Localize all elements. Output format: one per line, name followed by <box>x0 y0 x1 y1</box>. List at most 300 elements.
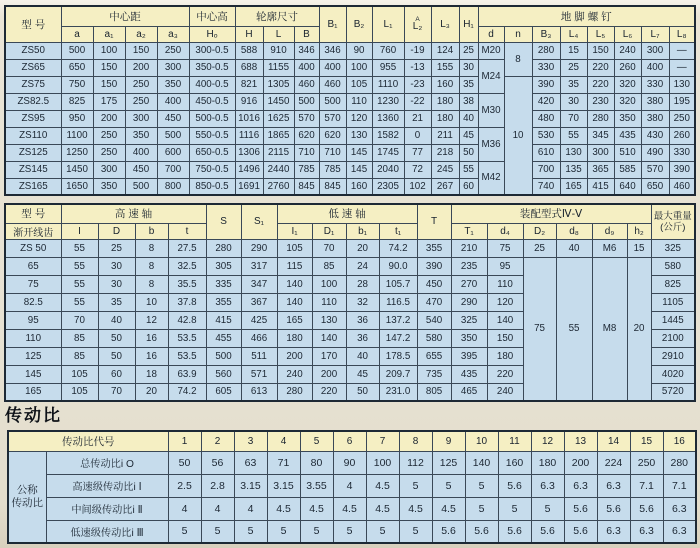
data-cell: 210 <box>451 239 487 257</box>
header-cell: t <box>168 223 206 239</box>
table-row <box>5 76 695 93</box>
data-cell: 600 <box>157 144 189 161</box>
data-cell: 1230 <box>372 93 404 110</box>
data-cell: 588 <box>235 42 263 59</box>
header-cell: A L₂ <box>404 6 431 42</box>
data-cell: -19 <box>404 42 431 59</box>
data-cell: 231.0 <box>379 383 417 401</box>
table-row <box>8 520 696 543</box>
data-cell: 8 <box>135 257 168 275</box>
data-cell: 400 <box>641 59 669 76</box>
data-cell: 250 <box>93 127 125 144</box>
data-cell: 32.5 <box>168 257 206 275</box>
data-cell: 355 <box>417 239 451 257</box>
bolt-size-cell: M24 <box>478 59 504 93</box>
data-cell: 460 <box>319 76 346 93</box>
data-cell: 450-0.5 <box>189 93 235 110</box>
data-cell: 45 <box>459 127 478 144</box>
data-cell: 30 <box>459 59 478 76</box>
data-cell: 130 <box>346 127 372 144</box>
header-line: 最大重量 <box>653 210 692 222</box>
data-cell: 821 <box>235 76 263 93</box>
data-cell: 395 <box>451 347 487 365</box>
ratio-value-cell: 5.6 <box>564 520 597 543</box>
ratio-value-cell: 5 <box>267 520 300 543</box>
shaft-table <box>4 203 696 402</box>
header-cell: 渐开线齿 <box>5 223 61 239</box>
ratio-code-cell: 11 <box>498 431 531 451</box>
header-cell: n <box>504 26 532 42</box>
ratio-code-cell: 14 <box>597 431 630 451</box>
data-cell: 2440 <box>263 161 294 178</box>
model-cell: 82.5 <box>5 293 61 311</box>
data-cell: 105.7 <box>379 275 417 293</box>
header-cell: d₈ <box>556 223 592 239</box>
data-cell: 25 <box>98 239 135 257</box>
ratio-code-cell: 4 <box>267 431 300 451</box>
ratio-value-cell: 5 <box>234 520 267 543</box>
header-row <box>8 431 696 451</box>
data-cell: 85 <box>312 257 346 275</box>
data-cell: 335 <box>206 275 241 293</box>
header-cell: b₁ <box>346 223 379 239</box>
data-cell: 480 <box>532 110 560 127</box>
data-cell: 785 <box>294 161 319 178</box>
model-cell: 110 <box>5 329 61 347</box>
ratio-value-cell: 5.6 <box>564 497 597 520</box>
data-cell: 70 <box>560 110 587 127</box>
data-cell: 1110 <box>372 76 404 93</box>
data-cell: 470 <box>417 293 451 311</box>
weight-cell: 2100 <box>651 329 695 347</box>
ratio-value-cell: 4 <box>234 497 267 520</box>
data-cell: 325 <box>451 311 487 329</box>
data-cell: 380 <box>641 93 669 110</box>
ratio-value-cell: 4 <box>333 474 366 497</box>
data-cell: 116.5 <box>379 293 417 311</box>
ratio-value-cell: 280 <box>663 451 696 474</box>
data-cell: 105 <box>346 76 372 93</box>
ratio-value-cell: 5 <box>432 474 465 497</box>
ratio-value-cell: 7.1 <box>663 474 696 497</box>
data-cell: 180 <box>431 110 459 127</box>
data-cell: 500 <box>294 93 319 110</box>
transmission-ratio-table <box>7 430 697 544</box>
data-cell: 10 <box>135 293 168 311</box>
data-cell: 240 <box>277 365 312 383</box>
header-cell: d <box>478 26 504 42</box>
data-cell: 165 <box>560 178 587 195</box>
side-label-line: 公称 <box>16 483 38 496</box>
data-cell: 390 <box>669 161 695 178</box>
data-cell: 305 <box>206 257 241 275</box>
data-cell: 180 <box>487 347 523 365</box>
data-cell: 25 <box>560 59 587 76</box>
model-cell: ZS82.5 <box>5 93 61 110</box>
data-cell: 330 <box>669 144 695 161</box>
data-cell: 16 <box>135 329 168 347</box>
data-cell: 180 <box>431 93 459 110</box>
data-cell: 390 <box>417 257 451 275</box>
data-cell: 18 <box>135 365 168 383</box>
data-cell: 28 <box>346 275 379 293</box>
table-row <box>5 178 695 195</box>
dimensions-table-header <box>5 6 695 42</box>
data-cell: 235 <box>451 257 487 275</box>
ratio-value-cell: 112 <box>399 451 432 474</box>
data-cell: 250 <box>125 76 157 93</box>
data-cell: 300-0.5 <box>189 42 235 59</box>
ratio-row-label: 高速级传动比i Ⅰ <box>46 474 168 497</box>
model-cell: 95 <box>5 311 61 329</box>
data-cell: 55 <box>61 293 98 311</box>
data-cell: 45 <box>346 365 379 383</box>
data-cell: 115 <box>277 257 312 275</box>
data-cell: 1625 <box>263 110 294 127</box>
ratio-value-cell: 5.6 <box>465 520 498 543</box>
data-cell: 300 <box>587 144 614 161</box>
ratio-value-cell: 140 <box>465 451 498 474</box>
data-cell: 150 <box>125 42 157 59</box>
header-cell: 高 速 轴 <box>61 204 206 223</box>
data-cell: 30 <box>560 93 587 110</box>
header-cell: 地 脚 螺 钉 <box>478 6 695 26</box>
data-cell: 77 <box>404 144 431 161</box>
ratio-value-cell: 100 <box>366 451 399 474</box>
data-cell: 74.2 <box>379 239 417 257</box>
data-cell: 220 <box>312 383 346 401</box>
data-cell: 40 <box>346 347 379 365</box>
data-cell: 250 <box>93 144 125 161</box>
data-cell: 540 <box>417 311 451 329</box>
data-cell: 35 <box>98 293 135 311</box>
ratio-value-cell: 4.5 <box>333 497 366 520</box>
data-cell: 760 <box>372 42 404 59</box>
data-cell: 140 <box>487 311 523 329</box>
data-cell: 466 <box>241 329 277 347</box>
data-cell: 145 <box>346 144 372 161</box>
ratio-value-cell: 4 <box>201 497 234 520</box>
ratio-value-cell: 200 <box>564 451 597 474</box>
data-cell: 100 <box>346 59 372 76</box>
data-cell: 250 <box>125 93 157 110</box>
data-cell: 650-0.5 <box>189 144 235 161</box>
assembly-merged-cell: 20 <box>627 257 651 401</box>
header-row <box>5 204 695 223</box>
data-cell: 460 <box>294 76 319 93</box>
model-cell: ZS145 <box>5 161 61 178</box>
data-cell: — <box>669 42 695 59</box>
data-cell: 605 <box>206 383 241 401</box>
data-cell: 38 <box>459 93 478 110</box>
data-cell: 250 <box>669 110 695 127</box>
weight-cell: 580 <box>651 257 695 275</box>
data-cell: 355 <box>206 293 241 311</box>
data-cell: 1745 <box>372 144 404 161</box>
data-cell: 20 <box>346 239 379 257</box>
data-cell: 1496 <box>235 161 263 178</box>
data-cell: 367 <box>241 293 277 311</box>
header-cell: Hₒ <box>189 26 235 42</box>
data-cell: 240 <box>614 42 641 59</box>
data-cell: 100 <box>312 275 346 293</box>
model-cell: ZS75 <box>5 76 61 93</box>
header-row <box>5 6 695 26</box>
ratio-value-cell: 6.3 <box>663 497 696 520</box>
data-cell: 200 <box>312 365 346 383</box>
data-cell: 613 <box>241 383 277 401</box>
data-cell: 120 <box>487 293 523 311</box>
ratio-value-cell: 4.5 <box>366 497 399 520</box>
data-cell: 35.5 <box>168 275 206 293</box>
ratio-value-cell: 5.6 <box>498 520 531 543</box>
data-cell: 1305 <box>263 76 294 93</box>
data-cell: 16 <box>135 347 168 365</box>
ratio-value-cell: 5 <box>300 520 333 543</box>
bolt-size-cell: M30 <box>478 93 504 127</box>
nominal-ratio-side-label <box>8 451 46 543</box>
data-cell: 130 <box>560 144 587 161</box>
data-cell: 365 <box>587 161 614 178</box>
data-cell: 70 <box>98 383 135 401</box>
model-cell: ZS95 <box>5 110 61 127</box>
model-cell: 75 <box>5 275 61 293</box>
ratio-value-cell: 4 <box>168 497 201 520</box>
ratio-value-cell: 4.5 <box>366 474 399 497</box>
data-cell: 165 <box>277 311 312 329</box>
data-cell: 1450 <box>61 161 93 178</box>
header-cell: L₈ <box>669 26 695 42</box>
header-cell: L <box>263 26 294 42</box>
header-cell: L₃ <box>431 6 459 42</box>
data-cell: 260 <box>669 127 695 144</box>
data-cell: 350 <box>125 127 157 144</box>
data-cell: 400 <box>157 93 189 110</box>
ratio-code-cell: 7 <box>366 431 399 451</box>
ratio-value-cell: 2.8 <box>201 474 234 497</box>
header-cell: d₉ <box>592 223 627 239</box>
data-cell: 950 <box>61 110 93 127</box>
header-cell: 中心距 <box>61 6 189 26</box>
data-cell: 330 <box>532 59 560 76</box>
data-cell: 260 <box>614 59 641 76</box>
header-cell: D₂ <box>523 223 556 239</box>
header-cell: 轮廓尺寸 <box>235 6 319 26</box>
weight-cell: 5720 <box>651 383 695 401</box>
data-cell: 270 <box>451 275 487 293</box>
dimensions-table <box>4 5 696 196</box>
data-cell: 110 <box>487 275 523 293</box>
data-cell: 0 <box>404 127 431 144</box>
data-cell: 250 <box>157 42 189 59</box>
header-cell: b <box>135 223 168 239</box>
data-cell: 245 <box>431 161 459 178</box>
data-cell: 147.2 <box>379 329 417 347</box>
data-cell: 580 <box>417 329 451 347</box>
data-cell: 137.2 <box>379 311 417 329</box>
data-cell: 85 <box>61 347 98 365</box>
header-cell: h₂ <box>627 223 651 239</box>
ratio-value-cell: 4.5 <box>399 497 432 520</box>
data-cell: 1582 <box>372 127 404 144</box>
bolt-count-cell: 8 <box>504 42 532 76</box>
data-cell: 450 <box>157 110 189 127</box>
bolt-size-cell: M36 <box>478 127 504 161</box>
ratio-value-cell: 5.6 <box>531 520 564 543</box>
data-cell: 200 <box>277 347 312 365</box>
data-cell: 200 <box>93 110 125 127</box>
ratio-value-cell: 90 <box>333 451 366 474</box>
header-cell: t₁ <box>379 223 417 239</box>
shaft-table-header <box>5 204 695 239</box>
ratio-value-cell: 2.5 <box>168 474 201 497</box>
data-cell: 740 <box>532 178 560 195</box>
data-cell: 8 <box>135 239 168 257</box>
table-row <box>5 257 695 275</box>
header-cell: a₃ <box>157 26 189 42</box>
data-cell: 570 <box>641 161 669 178</box>
header-cell: a₁ <box>93 26 125 42</box>
ratio-value-cell: 3.15 <box>267 474 300 497</box>
data-cell: 105 <box>61 383 98 401</box>
data-cell: 170 <box>312 347 346 365</box>
weight-cell: 325 <box>651 239 695 257</box>
data-cell: 70 <box>312 239 346 257</box>
ratio-code-label: 传动比代号 <box>8 431 168 451</box>
data-cell: 845 <box>294 178 319 195</box>
data-cell: 570 <box>294 110 319 127</box>
data-cell: 530 <box>532 127 560 144</box>
data-cell: 350-0.5 <box>189 59 235 76</box>
ratio-value-cell: 5 <box>465 497 498 520</box>
header-cell: B₂ <box>346 6 372 42</box>
model-cell: ZS 50 <box>5 239 61 257</box>
data-cell: 60 <box>459 178 478 195</box>
ratio-table-body <box>8 451 696 543</box>
ratio-value-cell: 71 <box>267 451 300 474</box>
weight-cell: 1105 <box>651 293 695 311</box>
assembly-merged-cell: M8 <box>592 257 627 401</box>
data-cell: 500 <box>61 42 93 59</box>
data-cell: 36 <box>346 329 379 347</box>
data-cell: 240 <box>487 383 523 401</box>
data-cell: 785 <box>319 161 346 178</box>
ratio-value-cell: 5.6 <box>630 497 663 520</box>
ratio-row-label: 总传动比i O <box>46 451 168 474</box>
data-cell: 110 <box>312 293 346 311</box>
data-cell: 800 <box>157 178 189 195</box>
data-cell: 178.5 <box>379 347 417 365</box>
data-cell: 490 <box>641 144 669 161</box>
header-cell: 低 速 轴 <box>277 204 417 223</box>
data-cell: 500 <box>125 178 157 195</box>
table-row <box>5 59 695 76</box>
table-row <box>5 42 695 59</box>
data-cell: 135 <box>560 161 587 178</box>
header-cell: a₂ <box>125 26 157 42</box>
model-cell: ZS110 <box>5 127 61 144</box>
data-cell: 620 <box>294 127 319 144</box>
data-cell: 425 <box>241 311 277 329</box>
data-cell: 30 <box>98 257 135 275</box>
data-cell: 610 <box>532 144 560 161</box>
data-cell: 350 <box>451 329 487 347</box>
data-cell: 74.2 <box>168 383 206 401</box>
ratio-value-cell: 160 <box>498 451 531 474</box>
data-cell: 400 <box>294 59 319 76</box>
data-cell: 50 <box>98 347 135 365</box>
table-row <box>5 110 695 127</box>
data-cell: 140 <box>277 275 312 293</box>
data-cell: 435 <box>451 365 487 383</box>
data-cell: 400 <box>319 59 346 76</box>
ratio-value-cell: 63 <box>234 451 267 474</box>
model-cell: 65 <box>5 257 61 275</box>
header-cell: B <box>294 26 319 42</box>
data-cell: 500 <box>319 93 346 110</box>
data-cell: 465 <box>451 383 487 401</box>
data-cell: 24 <box>346 257 379 275</box>
data-cell: 35 <box>560 76 587 93</box>
ratio-value-cell: 6.3 <box>597 520 630 543</box>
ratio-value-cell: 5.6 <box>498 474 531 497</box>
data-cell: 140 <box>277 293 312 311</box>
data-cell: 20 <box>135 383 168 401</box>
ratio-value-cell: 180 <box>531 451 564 474</box>
data-cell: 55 <box>61 239 98 257</box>
weight-cell: 2910 <box>651 347 695 365</box>
header-cell: 型 号 <box>5 6 61 42</box>
ratio-value-cell: 5 <box>531 497 564 520</box>
ratio-value-cell: 5 <box>399 520 432 543</box>
data-cell: 72 <box>404 161 431 178</box>
model-cell: ZS65 <box>5 59 61 76</box>
data-cell: 30 <box>98 275 135 293</box>
data-cell: 916 <box>235 93 263 110</box>
data-cell: 805 <box>417 383 451 401</box>
data-cell: 55 <box>61 257 98 275</box>
ratio-value-cell: 4.5 <box>300 497 333 520</box>
ratio-code-cell: 15 <box>630 431 663 451</box>
data-cell: 35 <box>459 76 478 93</box>
data-cell: 2115 <box>263 144 294 161</box>
data-cell: 1155 <box>263 59 294 76</box>
weight-cell: 4020 <box>651 365 695 383</box>
ratio-code-cell: 9 <box>432 431 465 451</box>
assembly-cell: 15 <box>627 239 651 257</box>
data-cell: 300 <box>157 59 189 76</box>
data-cell: 350 <box>614 110 641 127</box>
data-cell: 53.5 <box>168 347 206 365</box>
data-cell: 955 <box>372 59 404 76</box>
header-cell: 装配型式Ⅳ-Ⅴ <box>451 204 651 223</box>
ratio-code-cell: 12 <box>531 431 564 451</box>
ratio-value-cell: 3.55 <box>300 474 333 497</box>
ratio-code-cell: 8 <box>399 431 432 451</box>
header-cell: I <box>61 223 98 239</box>
ratio-value-cell: 5 <box>498 497 531 520</box>
data-cell: 380 <box>641 110 669 127</box>
ratio-row-label: 低速级传动比i Ⅲ <box>46 520 168 543</box>
ratio-value-cell: 6.3 <box>630 520 663 543</box>
data-cell: 110 <box>346 93 372 110</box>
data-cell: 70 <box>61 311 98 329</box>
ratio-row-label: 中间级传动比i Ⅱ <box>46 497 168 520</box>
header-cell: 型 号 <box>5 204 61 223</box>
data-cell: 1691 <box>235 178 263 195</box>
model-cell: ZS50 <box>5 42 61 59</box>
data-cell: 150 <box>93 76 125 93</box>
